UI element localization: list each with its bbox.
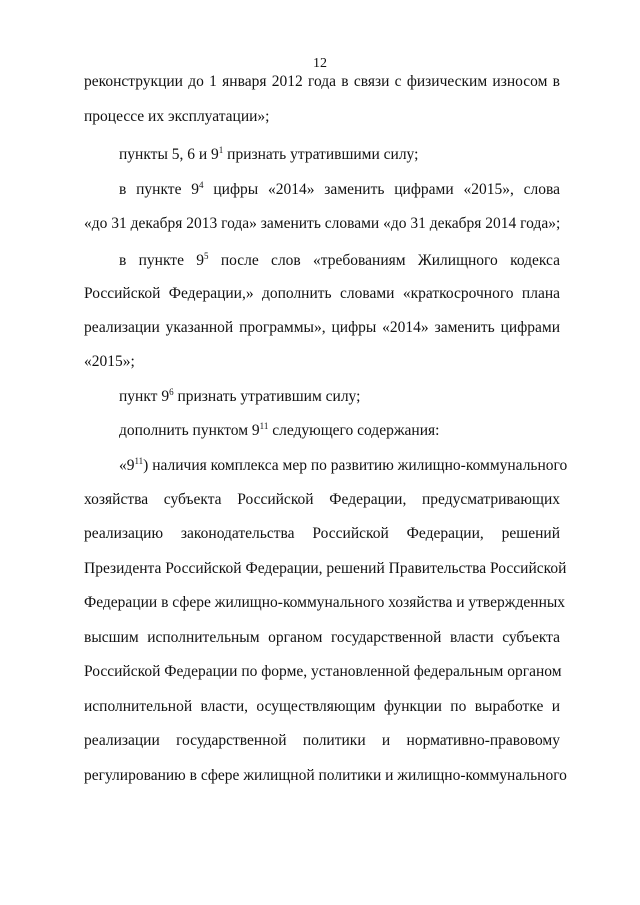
text-line: регулированию в сфере жилищной политики и жилищно-коммунального bbox=[84, 767, 567, 784]
text-fragment: пункт 9 bbox=[119, 388, 170, 405]
text-line bbox=[119, 421, 560, 441]
text-line bbox=[119, 387, 560, 407]
text-fragment: «9 bbox=[119, 457, 135, 474]
superscript: 6 bbox=[169, 387, 174, 397]
text-line: реконструкции до 1 января 2012 года в связи с физическим износом в bbox=[84, 73, 560, 90]
page-number: 12 bbox=[313, 56, 327, 71]
text-line bbox=[119, 251, 560, 271]
text-line: высшим исполнительным органом государственной власти субъекта bbox=[84, 629, 560, 646]
superscript: 11 bbox=[134, 456, 144, 466]
text-line: Российской Федерации по форме, установленной федеральным органом bbox=[84, 663, 562, 680]
text-line: исполнительной власти, осуществляющим функции по выработке и bbox=[84, 698, 560, 715]
text-fragment: признать утратившими силу; bbox=[223, 146, 419, 163]
text-line: хозяйства субъекта Российской Федерации, предусматривающих bbox=[84, 491, 560, 508]
superscript: 11 bbox=[259, 421, 269, 431]
text-line: Российской Федерации,» дополнить словами «краткосрочного плана bbox=[84, 285, 560, 302]
text-fragment: дополнить пунктом 9 bbox=[119, 422, 260, 439]
text-fragment: следующего содержания: bbox=[268, 422, 440, 439]
text-fragment: ) наличия комплекса мер по развитию жилищно-коммунального bbox=[143, 457, 568, 474]
text-line: «до 31 декабря 2013 года» заменить словами «до 31 декабря 2014 года»; bbox=[84, 215, 561, 232]
text-line: реализации указанной программы», цифры «2014» заменить цифрами bbox=[84, 319, 560, 336]
text-fragment: цифры «2014» заменить цифрами «2015», слова bbox=[203, 181, 561, 198]
text-line bbox=[119, 180, 560, 200]
text-fragment: в пункте 9 bbox=[119, 181, 200, 198]
text-fragment: в пункте 9 bbox=[119, 252, 205, 269]
text-line bbox=[119, 456, 568, 476]
text-fragment: пункты 5, 6 и 9 bbox=[119, 146, 219, 163]
text-line bbox=[119, 145, 560, 165]
superscript: 5 bbox=[204, 251, 209, 261]
superscript: 4 bbox=[199, 180, 204, 190]
text-fragment: признать утратившим силу; bbox=[173, 388, 361, 405]
superscript: 1 bbox=[218, 145, 224, 155]
text-fragment: после слов «требованиям Жилищного кодекса bbox=[208, 252, 560, 269]
text-line: процессе их эксплуатации»; bbox=[84, 108, 270, 125]
text-line: Президента Российской Федерации, решений Правительства Российской bbox=[84, 560, 567, 577]
text-line: «2015»; bbox=[84, 353, 135, 370]
text-line: реализацию законодательства Российской Федерации, решений bbox=[84, 525, 560, 542]
text-line: реализации государственной политики и нормативно-правовому bbox=[84, 732, 560, 749]
text-line: Федерации в сфере жилищно-коммунального хозяйства и утвержденных bbox=[84, 594, 566, 611]
